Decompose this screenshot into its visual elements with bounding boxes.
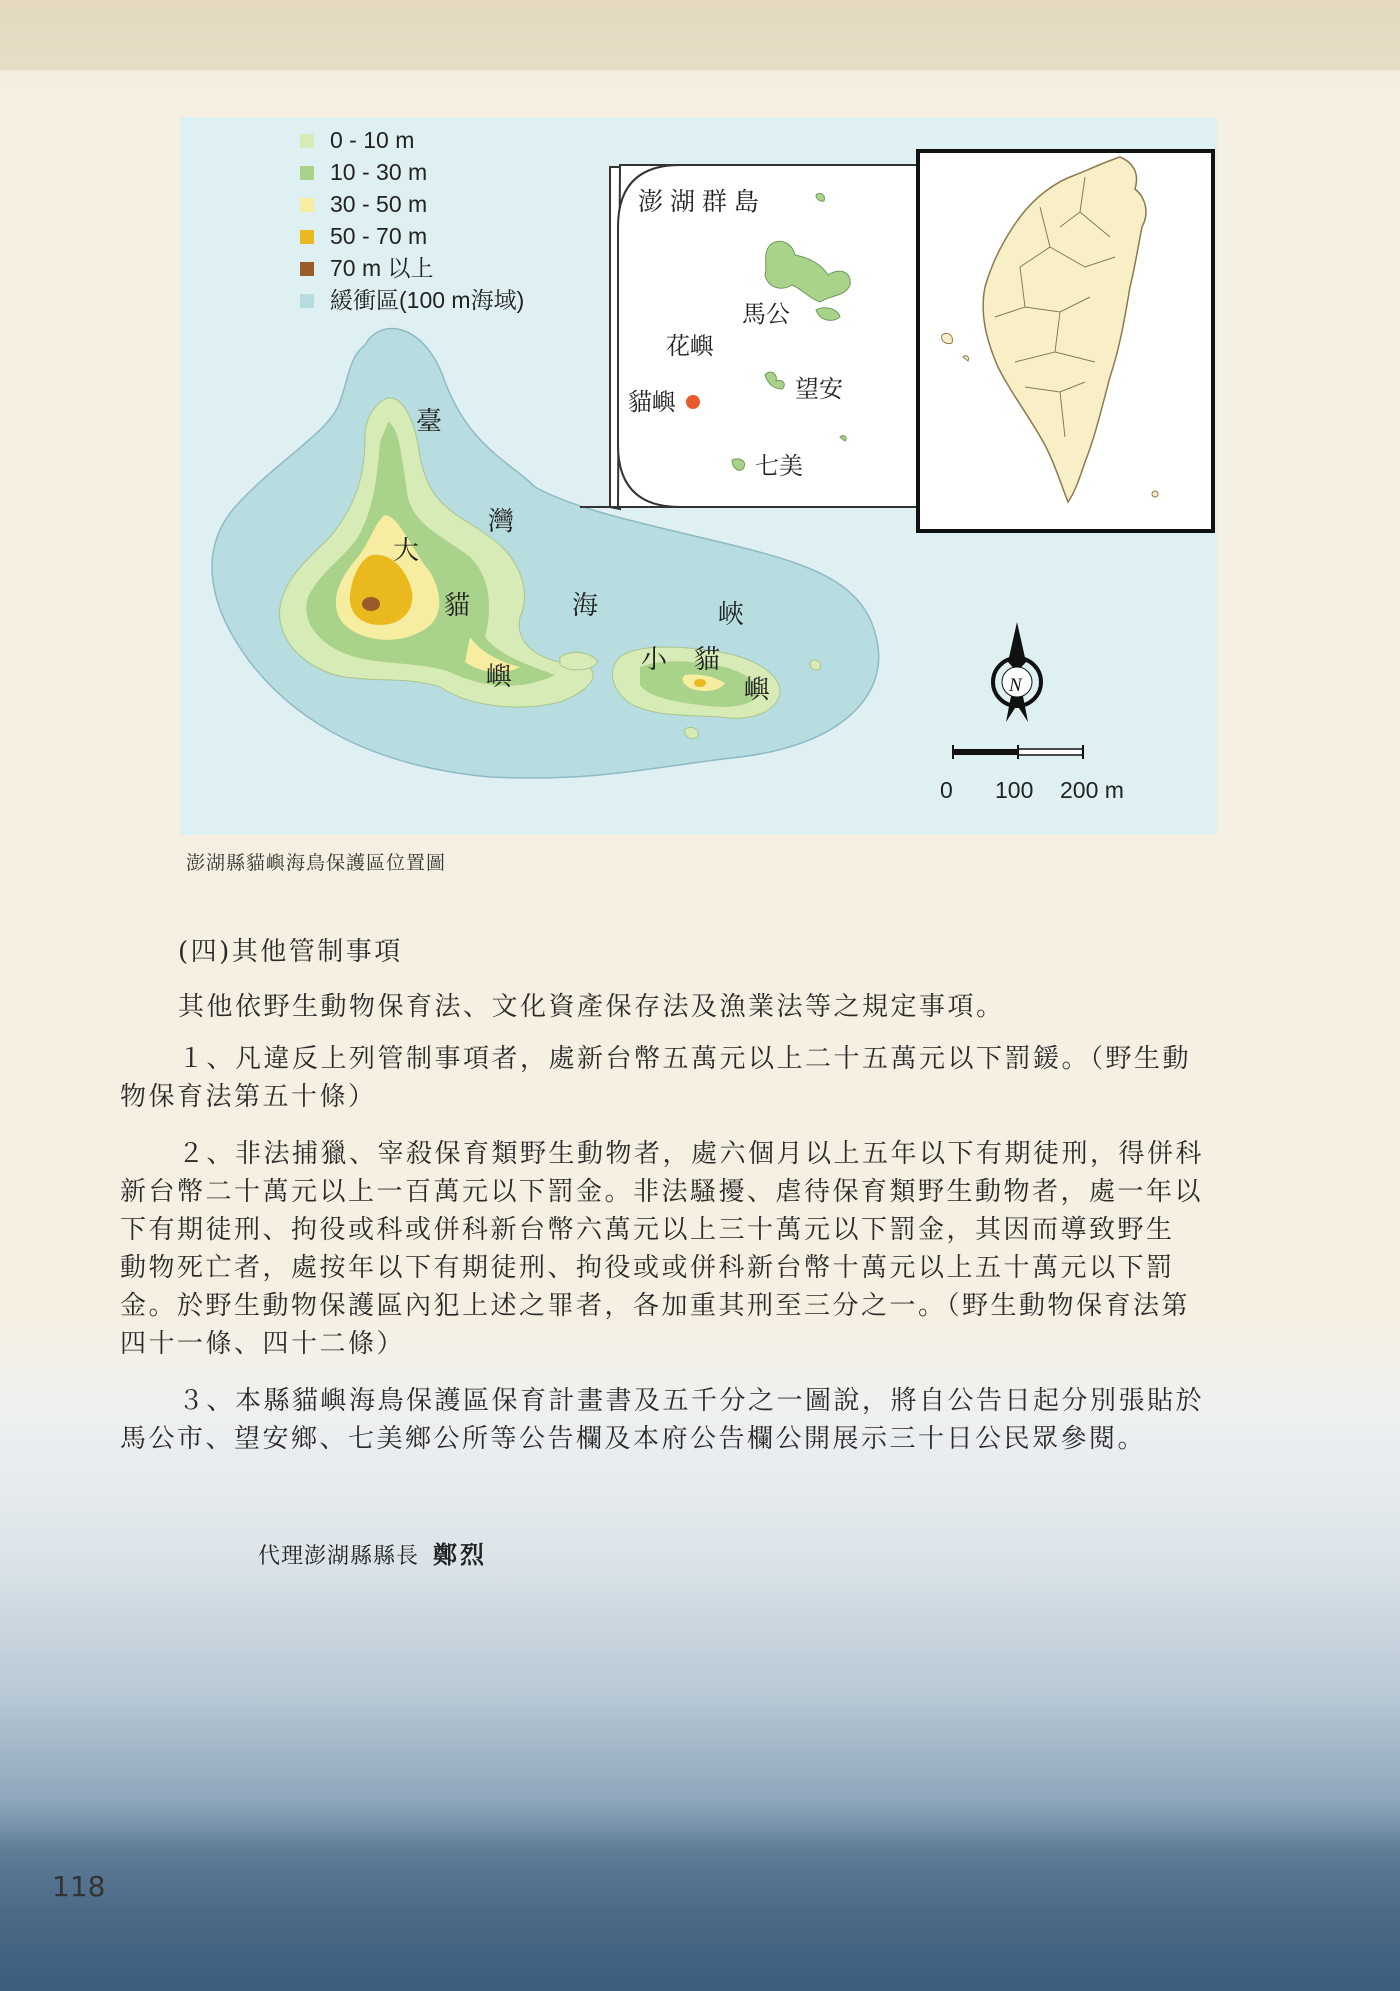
big-cat-island-peak xyxy=(362,597,380,611)
legend-swatch-70-plus xyxy=(300,262,314,276)
label-strait-4: 峽 xyxy=(718,599,745,629)
taiwan-islet xyxy=(1152,491,1158,497)
maoyu-location-dot xyxy=(686,395,700,409)
legend-label-10-30: 10 - 30 m xyxy=(330,159,428,185)
islet xyxy=(685,727,698,738)
paragraph-line: １、凡違反上列管制事項者，處新台幣五萬元以上二十五萬元以下罰鍰。（野生動 xyxy=(178,1044,1192,1074)
north-arrow-letter: N xyxy=(1009,675,1022,696)
taiwan-islet xyxy=(942,333,953,343)
paragraph-2 xyxy=(120,1135,1285,1363)
paragraph-line: 馬公市、望安鄉、七美鄉公所等公告欄及本府公告欄公開展示三十日公民眾參閱。 xyxy=(120,1424,1147,1454)
inset-title: 澎 湖 群 島 xyxy=(638,188,759,216)
figure-caption: 澎湖縣貓嶼海鳥保護區位置圖 xyxy=(186,852,447,874)
legend-swatch-30-50 xyxy=(300,198,314,212)
paragraph-line: 物保育法第五十條） xyxy=(120,1082,377,1112)
inset-wangan: 望安 xyxy=(795,376,843,403)
page-number: 118 xyxy=(52,1870,106,1903)
legend-swatch-50-70 xyxy=(300,230,314,244)
legend-label-buffer: 緩衝區(100 m海域) xyxy=(330,287,525,313)
scale-label-0: 0 xyxy=(940,777,953,803)
label-small-3: 嶼 xyxy=(744,674,771,704)
label-strait-3: 海 xyxy=(572,590,599,620)
small-cat-island-50-70 xyxy=(694,679,706,687)
legend-swatch-10-30 xyxy=(300,166,314,180)
paragraph-3 xyxy=(120,1382,1285,1458)
inset-huayu: 花嶼 xyxy=(666,333,714,360)
label-big-2: 貓 xyxy=(444,590,471,620)
legend-label-30-50: 30 - 50 m xyxy=(330,191,428,217)
inset-magong: 馬公 xyxy=(742,301,790,328)
intro-paragraph: 其他依野生動物保育法、文化資產保存法及漁業法等之規定事項。 xyxy=(178,992,1005,1022)
paragraph-1 xyxy=(120,1040,1285,1116)
signature-name: 鄭烈 xyxy=(433,1541,488,1569)
scale-label-200: 200 m xyxy=(1060,777,1124,803)
paragraph-line: 下有期徒刑、拘役或科或併科新台幣六萬元以上三十萬元以下罰金，其因而導致野生 xyxy=(120,1215,1175,1245)
islet xyxy=(810,660,821,670)
signature-title: 代理澎湖縣縣長 xyxy=(258,1544,420,1569)
legend-label-50-70: 50 - 70 m xyxy=(330,223,428,249)
paragraph-line: 四十一條、四十二條） xyxy=(120,1329,406,1359)
paragraph-line: 金。於野生動物保護區內犯上述之罪者，各加重其刑至三分之一。（野生動物保育法第 xyxy=(120,1291,1191,1321)
legend-label-0-10: 0 - 10 m xyxy=(330,127,415,153)
scale-label-100: 100 xyxy=(995,777,1034,803)
label-strait-2: 灣 xyxy=(488,506,515,536)
label-big-1: 大 xyxy=(393,535,420,565)
label-small-2: 貓 xyxy=(694,644,721,674)
paragraph-line: 新台幣二十萬元以上一百萬元以下罰金。非法騷擾、虐待保育類野生動物者，處一年以 xyxy=(120,1177,1204,1207)
paragraph-line: 動物死亡者，處按年以下有期徒刑、拘役或或併科新台幣十萬元以上五十萬元以下罰 xyxy=(120,1253,1175,1283)
inset-maoyu: 貓嶼 xyxy=(628,389,676,416)
label-small-1: 小 xyxy=(641,644,668,674)
inset-taiwan xyxy=(918,151,1213,531)
legend-label-70-plus: 70 m 以上 xyxy=(330,255,434,281)
legend-swatch-buffer xyxy=(300,294,314,308)
inset-qimei: 七美 xyxy=(755,453,803,480)
section-heading: (四)其他管制事項 xyxy=(178,937,403,967)
paragraph-line: ２、非法捕獵、宰殺保育類野生動物者，處六個月以上五年以下有期徒刑，得併科 xyxy=(178,1139,1205,1169)
scale-bar-segment-2 xyxy=(1018,749,1083,755)
label-strait-1: 臺 xyxy=(416,406,443,436)
scale-bar-segment-1 xyxy=(953,749,1018,755)
paragraph-line: ３、本縣貓嶼海鳥保護區保育計畫書及五千分之一圖說，將自公告日起分別張貼於 xyxy=(178,1386,1205,1416)
label-big-3: 嶼 xyxy=(486,661,513,691)
legend-swatch-0-10 xyxy=(300,134,314,148)
location-map xyxy=(180,117,1217,835)
signature xyxy=(258,1535,487,1570)
